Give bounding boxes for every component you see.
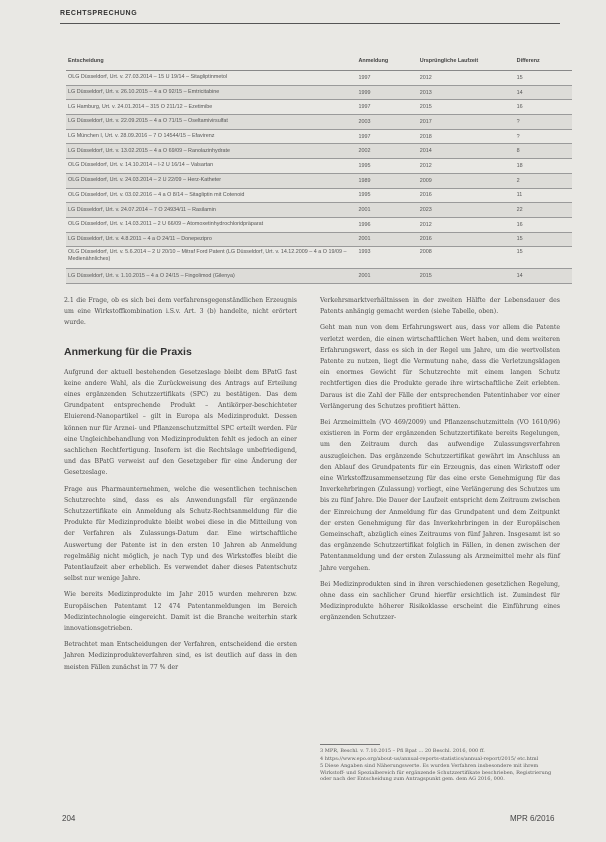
cell-term: 2023: [419, 207, 432, 214]
cell-filing: 2002: [358, 148, 371, 155]
cell-filing: 2001: [358, 207, 371, 214]
cell-difference: 8: [516, 148, 520, 155]
table-row: [66, 218, 572, 233]
cell-difference: 15: [516, 236, 523, 243]
right-paragraph: Geht man nun von dem Erfahrungswert aus, dass vor allem die Patente verletzt werden, die einen wirtschaftlichen Wert haben, und dem weiteren Erfahrungswert, dass es sich in der Regel um Jahre, um die wertvollsten Patente zu nutzen, liegt die Vermutung nahe, dass die Verletzungsklagen ein enormes Gewicht für Schutzrechte mit einem langen Schutz rechtfertigen dies die Produkte gerade ihre wirtschaftliche Zeit erlebten. Daraus ist die Zahl der Fälle der entsprechenden Patentinhaber vor einer Verlängerung des Schutzes profitiert hätten.: [320, 324, 560, 410]
cell-difference: 15: [516, 74, 523, 81]
section-header: RECHTSPRECHUNG: [60, 10, 138, 17]
table-body: [66, 71, 572, 284]
cell-term: 2012: [419, 162, 432, 169]
cell-difference: 14: [516, 89, 523, 96]
table-row: [66, 174, 572, 189]
col-header-filing: Anmeldung: [358, 58, 389, 64]
footnote-rule: [320, 744, 380, 745]
cell-difference: ?: [516, 133, 520, 140]
right-paragraph: Bei Arzneimitteln (VO 469/2009) und Pflanzenschutzmitteln (VO 1610/96) existieren in Form der ergänzenden Schutzzertifikate bereits Regelungen, um den Zeitraum durch das aufwendige Zulassungsverfahren auszugleichen. Das ergänzende Schutzzertifikat gewährt im Anschluss an den Ablauf des Grundpatents für ein Erzeugnis, das einen Wirkstoff oder eine Wirkstoffzusammensetzung für das eine erste Genehmigung für das Inverkehrbringen (Zulassung) vorliegt, eine Verlängerung des Schutzes um bis zu fünf Jahre. Die Dauer der Laufzeit entspricht dem Zeitraum zwischen der Einreichung der Anmeldung für das Grundpatent und dem Zeitpunkt der ersten Genehmigung für das Inverkehrbringen in der Europäischen Gemeinschaft, abzüglich eines Zeitraums von fünf Jahren. Insgesamt ist so das ergänzende Schutzzertifikat folglich in Fällen, in denen zwischen der Patentanmeldung und der ersten Zulassung als Arzneimittel mehr als fünf Jahre vergehen.: [320, 419, 560, 572]
left-paragraph: Frage aus Pharmaunternehmen, welche die wesentlichen technischen Schutzrechte sind, dass es als Anwendungsfall für ergänzende Schutzzertifikate ein Anmeldung als Schutz-Rechtsanmeldung für die Produkte für Medizinprodukte bleibt wobei diese in die Mitteilung von der Verfahren als Zulassungs-Datum dar. Eine wirtschaftliche Auswertung der Patente ist in den ersten 10 Jahren ab Anmeldung regelmäßig nicht möglich, je nach Typ und des Wirkstoffes bleibt die Patentlaufzeit aber erheblich. Es verwendet daher dieses Patentschutz selbst nur wenige Jahre.: [64, 485, 297, 583]
intro-paragraph: 2.1 die Frage, ob es sich bei dem verfahrensgegenständlichen Erzeugnis um eine Wirkstoffkombination i.S.v. Art. 3 (b) handelte, nicht erörtert wurde.: [64, 297, 297, 327]
decisions-table: [66, 52, 572, 284]
table-row: [66, 144, 572, 159]
cell-decision: OLG Düsseldorf, Urt. v. 5.6.2014 – 2 U 20/10 – Mitraf Ford Patent (LG Düsseldorf, Urt. v. 14.12.2009 – 4 a O 19/09 – Medienähnliches): [68, 249, 347, 263]
cell-term: 2009: [419, 177, 432, 184]
cell-term: 2018: [419, 133, 432, 140]
left-column: [64, 295, 297, 678]
cell-term: 2014: [419, 148, 432, 155]
table-row: [66, 130, 572, 145]
cell-difference: 16: [516, 221, 523, 228]
cell-filing: 1997: [358, 133, 371, 140]
cell-decision: LG Düsseldorf, Urt. v. 4.8.2011 – 4 a O 24/11 – Donepezipro: [68, 235, 212, 242]
cell-decision: LG Düsseldorf, Urt. v. 1.10.2015 – 4 a O 24/15 – Fingolimod (Gilenya): [68, 272, 235, 279]
cell-difference: 14: [516, 273, 523, 280]
cell-decision: OLG Düsseldorf, Urt. v. 14.03.2011 – 2 U 66/09 – Atomoxetinhydrochloridpräparat: [68, 221, 264, 228]
cell-filing: 1997: [358, 104, 371, 111]
table-row: [66, 269, 572, 284]
cell-difference: 11: [516, 192, 523, 199]
cell-filing: 1995: [358, 192, 371, 199]
cell-decision: OLG Düsseldorf, Urt. v. 24.03.2014 – 2 U 22/09 – Herz-Katheter: [68, 177, 222, 184]
col-header-decision: Entscheidung: [68, 57, 104, 64]
cell-filing: 1993: [358, 249, 371, 256]
table-row: [66, 159, 572, 174]
cell-filing: 1997: [358, 74, 371, 81]
left-paragraph: Betrachtet man Entscheidungen der Verfahren, entscheidend die ersten Jahren Medizinprodukteverfahren sind, es ist deutlich auf dass in den meisten Fällen zunächst in 77 % der: [64, 641, 297, 671]
cell-filing: 1996: [358, 221, 371, 228]
cell-filing: 1999: [358, 89, 371, 96]
right-column: [320, 295, 560, 629]
cell-filing: 1989: [358, 177, 371, 184]
right-paragraph: Bei Medizinprodukten sind in ihren verschiedenen gesetzlichen Regelung, ohne dass ein sachlicher Grund hierfür ersichtlich ist. Zumindest für Medizinprodukte höherer Risikoklasse erscheint die Einführung eines ergänzenden Schutzzer-: [320, 580, 560, 622]
left-paragraph: Wie bereits Medizinprodukte im Jahr 2015 wurden mehreren bzw. Europäischen Patentamt 12 474 Patentanmeldungen im Bereich Medizintechnologie eingereicht. Damit ist die Branche weiterhin stark innovationsgetrieben.: [64, 591, 297, 633]
table-row: [66, 189, 572, 204]
header-rule: [60, 23, 560, 24]
table-row: [66, 115, 572, 130]
footnote: 5 Diese Angaben sind Näherungswerte. Es wurden Verfahren insbesondere mit ihrem Wirkstoff- und Spezialbereich für ergänzende Schutzzertifikate beschrieben, Registrierung oder nach der Entscheidung zum Antragspunkt gem. dem AG 2016, 000.: [320, 763, 552, 783]
cell-difference: 16: [516, 104, 523, 111]
cell-term: 2016: [419, 192, 432, 199]
journal-issue: MPR 6/2016: [510, 814, 555, 823]
left-paragraph: Aufgrund der aktuell bestehenden Gesetzeslage bleibt dem BPatG fast keine andere Wahl, als die Zurückweisung des Antrags auf Erteilung eines ergänzenden Schutzzertifikats (SPC) zu bestätigen. Das dem Grundpatent entsprechende Produkt – Antikörper-beschichteter Eluierend-Nanopartikel – gilt in Europa als Medizinprodukt. Dessen können nur für Arznei- und Pflanzenschutzmittel SPC erteilt werden. Für eine Ungleichbehandlung von Medizinprodukten fehlt es jedoch an einer sachlichen Rechtfertigung. Insofern ist die Rechtslage unbefriedigend, und das BPatG verweist auf den Gesetzgeber für eine Änderung der Gesetzeslage.: [64, 368, 297, 477]
right-paragraph: Verkehrsmarktverhältnissen in der zweiten Hälfte der Lebensdauer des Patents anhängig gemacht werden (siehe Tabelle, oben).: [320, 297, 560, 316]
footnote: 4 https://www.epo.org/about-us/annual-reports-statistics/annual-report/2015/ etc.html: [320, 755, 539, 762]
cell-term: 2017: [419, 118, 432, 125]
table-row: [66, 203, 572, 218]
table-row: [66, 100, 572, 115]
cell-difference: 15: [516, 249, 523, 256]
cell-filing: 2001: [358, 273, 371, 280]
table-row: [66, 71, 572, 86]
cell-term: 2012: [419, 74, 432, 81]
cell-term: 2008: [419, 249, 432, 256]
footnotes: [320, 748, 560, 784]
cell-term: 2016: [419, 236, 432, 243]
cell-term: 2013: [419, 89, 432, 96]
cell-term: 2015: [419, 104, 432, 111]
cell-decision: OLG Düsseldorf, Urt. v. 03.02.2016 – 4 a O 8/14 – Sitagliptin mit Cotenoid: [68, 191, 245, 198]
cell-decision: LG Düsseldorf, Urt. v. 24.07.2014 – 7 O 24934/11 – Rasilamin: [68, 206, 216, 213]
table-header: [66, 52, 572, 71]
col-header-term: Ursprüngliche Laufzeit: [419, 58, 479, 64]
cell-filing: 1995: [358, 162, 371, 169]
footnote: 3 MPR, Beschl. v. 7.10.2015 – Pfi Bpat ... 20 Beschl. 2016, 000 ff.: [320, 748, 485, 754]
table-row: [66, 86, 572, 101]
section-title: Anmerkung für die Praxis: [64, 345, 192, 358]
cell-filing: 2001: [358, 236, 371, 243]
cell-difference: 2: [516, 177, 520, 184]
page-number: 204: [62, 814, 76, 823]
cell-term: 2015: [419, 273, 432, 280]
cell-difference: ?: [516, 118, 520, 125]
cell-decision: LG Düsseldorf, Urt. v. 13.02.2015 – 4 a O 69/09 – Ranolazinhydrate: [68, 147, 231, 154]
col-header-difference: Differenz: [516, 58, 540, 64]
cell-decision: LG Hamburg, Urt. v. 24.01.2014 – 315 O 211/12 – Ezetimibe: [68, 103, 213, 110]
table-row: [66, 247, 572, 269]
table-row: [66, 233, 572, 248]
cell-decision: LG Düsseldorf, Urt. v. 22.09.2015 – 4 a O 71/15 – Oseltamivirsulfat: [68, 118, 228, 125]
cell-difference: 18: [516, 162, 523, 169]
cell-term: 2012: [419, 221, 432, 228]
cell-filing: 2003: [358, 118, 371, 125]
cell-decision: LG Düsseldorf, Urt. v. 26.10.2015 – 4 a O 92/15 – Emtricitabine: [68, 89, 220, 96]
cell-decision: LG München I, Urt. v. 28.09.2016 – 7 O 14544/15 – Efavirenz: [68, 133, 215, 140]
cell-decision: OLG Düsseldorf, Urt. v. 14.10.2014 – I-2 U 16/14 – Valsartan: [68, 162, 214, 169]
cell-decision: OLG Düsseldorf, Urt. v. 27.03.2014 – 15 U 19/14 – Sitagliptinmetol: [68, 74, 228, 81]
cell-difference: 22: [516, 207, 523, 214]
